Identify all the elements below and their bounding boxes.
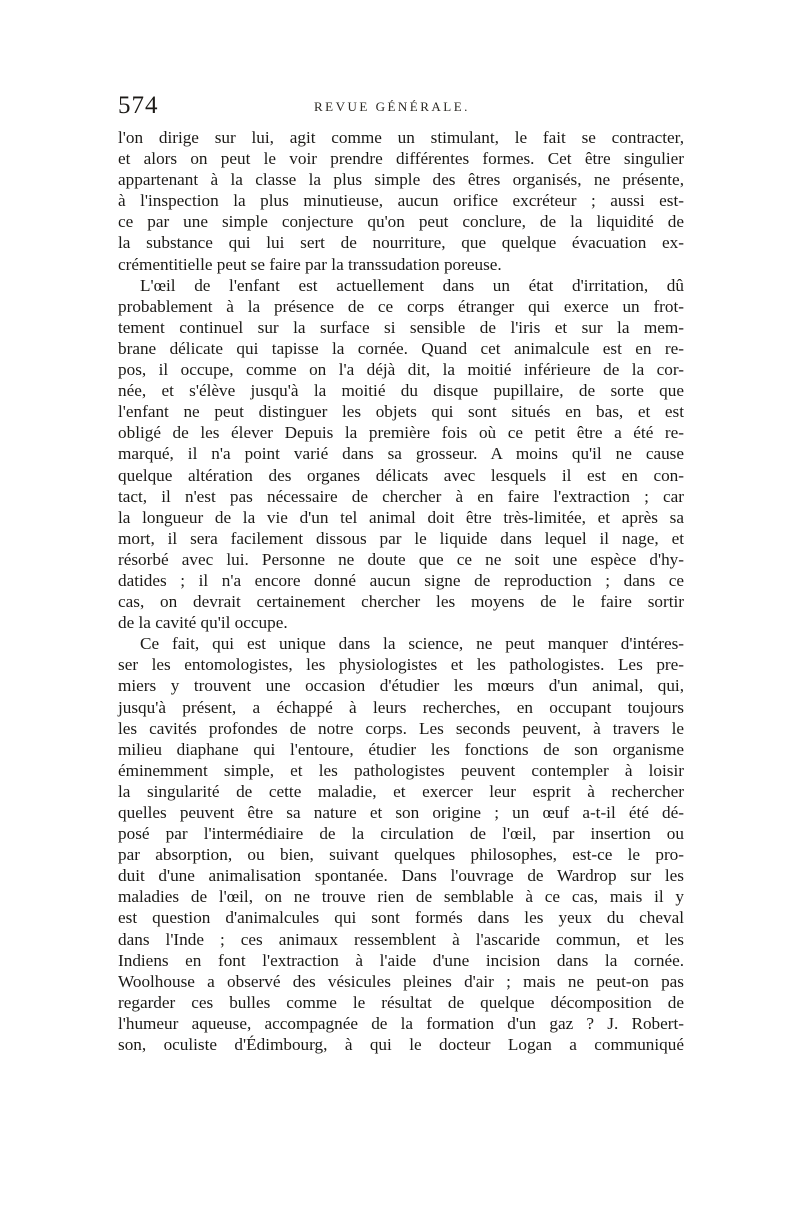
text-line: l'on dirige sur lui, agit comme un stimulant, le fait se contracter, <box>118 128 684 147</box>
text-line: cas, on devrait certainement chercher les moyens de le faire sortir <box>118 592 684 612</box>
text-line: dans l'Inde ; ces animaux ressemblent à l'ascaride commun, et les <box>118 929 684 949</box>
text-line: jusqu'à présent, a échappé à leurs recherches, en occupant toujours <box>118 697 684 717</box>
text-line: obligé de les élever Depuis la première fois où ce petit être a été re- <box>118 423 684 443</box>
text-line: Indiens en font l'extraction à l'aide d'une incision dans la cornée. <box>118 950 684 970</box>
text-line: à l'inspection la plus minutieuse, aucun orifice excréteur ; aussi est- <box>118 191 684 211</box>
text-line: éminemment simple, et les pathologistes peuvent contempler à loisir <box>118 760 684 780</box>
text-line: crémentitielle peut se faire par la transsudation poreuse. <box>118 254 502 274</box>
text-line: Woolhouse a observé des vésicules pleines d'air ; mais ne peut-on pas <box>118 971 684 991</box>
text-line: brane délicate qui tapisse la cornée. Quand cet animalcule est en re- <box>118 338 684 358</box>
text-line: son, oculiste d'Édimbourg, à qui le docteur Logan a communiqué <box>118 1035 684 1055</box>
text-line: regarder ces bulles comme le résultat de quelque décomposition de <box>118 992 684 1012</box>
text-line: par absorption, ou bien, suivant quelques philosophes, est-ce le pro- <box>118 845 684 865</box>
text-line: pos, il occupe, comme on l'a déjà dit, la moitié inférieure de la cor- <box>118 360 684 380</box>
text-line: ce par une simple conjecture qu'on peut conclure, de la liquidité de <box>118 212 684 232</box>
page-number: 574 <box>118 92 159 119</box>
text-line: datides ; il n'a encore donné aucun signe de reproduction ; dans ce <box>118 570 684 590</box>
paragraph-start-line: L'œil de l'enfant est actuellement dans un état d'irritation, dû <box>140 275 684 295</box>
text-line: résorbé avec lui. Personne ne doute que ce ne soit une espèce d'hy- <box>118 549 684 569</box>
text-line: maladies de l'œil, on ne trouve rien de semblable à ce cas, mais il y <box>118 887 684 907</box>
text-line: marqué, il n'a point varié dans sa grosseur. A moins qu'il ne cause <box>118 444 684 464</box>
text-line: probablement à la présence de ce corps étranger qui exerce un frot- <box>118 296 684 316</box>
text-line: mort, il sera facilement dissous par le liquide dans lequel il nage, et <box>118 528 684 548</box>
text-line: milieu diaphane qui l'entoure, étudier les fonctions de son organisme <box>118 739 684 759</box>
text-line: est question d'animalcules qui sont formés dans les yeux du cheval <box>118 908 684 928</box>
text-line: ser les entomologistes, les physiologistes et les pathologistes. Les pre- <box>118 655 684 675</box>
text-line: l'humeur aqueuse, accompagnée de la formation d'un gaz ? J. Robert- <box>118 1013 684 1033</box>
text-line: de la cavité qu'il occupe. <box>118 613 288 633</box>
text-line: la longueur de la vie d'un tel animal doit être très-limitée, et après sa <box>118 507 684 527</box>
text-line: la singularité de cette maladie, et exercer leur esprit à rechercher <box>118 781 684 801</box>
text-line: née, et s'élève jusqu'à la moitié du disque pupillaire, de sorte que <box>118 381 684 401</box>
text-line: tement continuel sur la surface si sensible de l'iris et sur la mem- <box>118 317 684 337</box>
text-line: miers y trouvent une occasion d'étudier les mœurs d'un animal, qui, <box>118 676 684 696</box>
text-line: appartenant à la classe la plus simple des êtres organisés, ne présente, <box>118 170 684 190</box>
text-line: et alors on peut le voir prendre différentes formes. Cet être singulier <box>118 149 684 169</box>
paragraph-start-line: Ce fait, qui est unique dans la science, ne peut manquer d'intéres- <box>140 634 684 654</box>
body-text <box>118 127 684 1055</box>
page-header <box>118 92 684 122</box>
text-line: quelles peuvent être sa nature et son origine ; un œuf a-t-il été dé- <box>118 803 684 822</box>
text-line: la substance qui lui sert de nourriture, que quelque évacuation ex- <box>118 233 684 253</box>
text-line: les cavités profondes de notre corps. Les seconds peuvent, à travers le <box>118 718 684 738</box>
text-line: duit d'une animalisation spontanée. Dans l'ouvrage de Wardrop sur les <box>118 866 684 886</box>
text-line: quelque altération des organes délicats avec lesquels il est en con- <box>118 465 684 485</box>
text-line: posé par l'intermédiaire de la circulation de l'œil, par insertion ou <box>118 824 684 844</box>
text-line: tact, il n'est pas nécessaire de chercher à en faire l'extraction ; car <box>118 486 684 506</box>
running-title: REVUE GÉNÉRALE. <box>314 99 470 114</box>
text-line: l'enfant ne peut distinguer les objets qui sont situés en bas, et est <box>118 402 684 422</box>
